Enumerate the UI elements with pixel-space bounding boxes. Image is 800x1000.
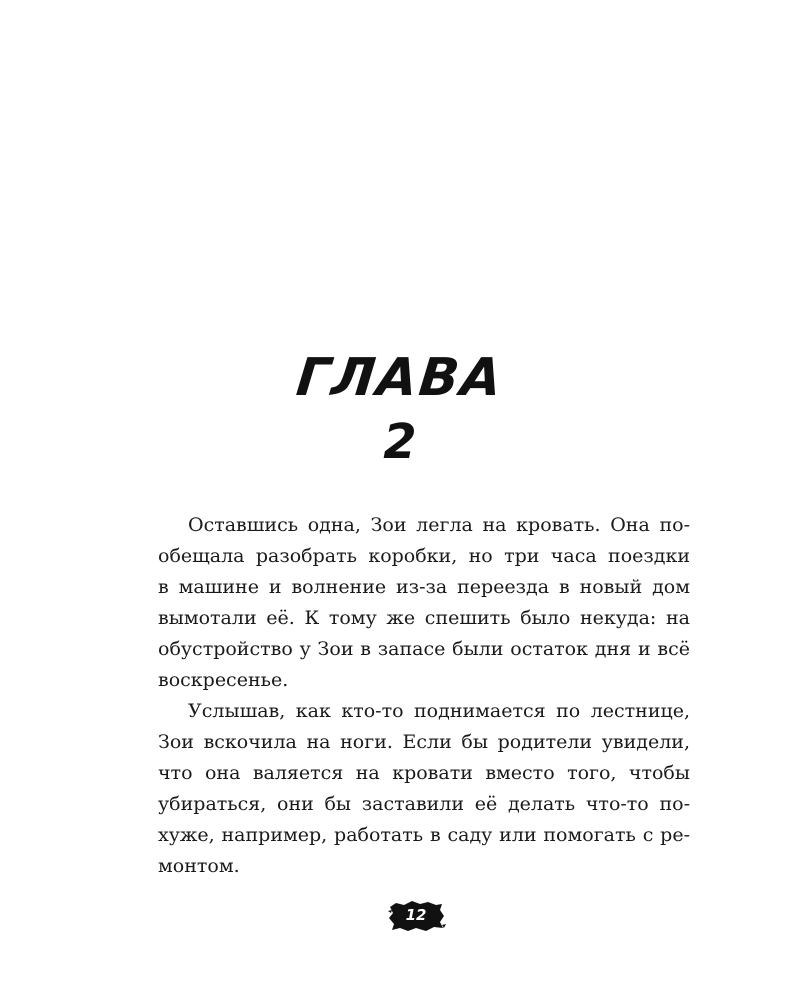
paragraph-1-line-1: Оставшись одна, Зои легла на кровать. Она по-: [188, 514, 690, 536]
paragraph-1-line-2: обещала разобрать коробки, но три часа поездки: [158, 545, 690, 567]
paragraph-2-line-4: убираться, они бы заставили её делать что-то по-: [158, 793, 690, 815]
paragraph-1-line-4: вымотали её. К тому же спешить было некуда: на: [158, 607, 690, 629]
page-number-badge: [386, 898, 446, 934]
paragraph-1-line-6: воскресенье.: [158, 669, 289, 691]
paragraph-2-line-1: Услышав, как кто-то поднимается по лестнице,: [188, 700, 690, 722]
paragraph-2-line-5: хуже, например, работать в саду или помогать с ре-: [158, 824, 690, 846]
paragraph-2-line-2: Зои вскочила на ноги. Если бы родители увидели,: [158, 731, 690, 753]
chapter-heading: ГЛАВА: [293, 348, 507, 408]
chapter-body: [158, 510, 690, 882]
chapter-number: 2: [383, 414, 417, 470]
page-number: 12: [405, 906, 427, 924]
paragraph-2-line-3: что она валяется на кровати вместо того, чтобы: [158, 762, 690, 784]
paragraph-1-line-3: в машине и волнение из-за переезда в новый дом: [158, 576, 690, 598]
paragraph-1-line-5: обустройство у Зои в запасе были остаток дня и всё: [158, 638, 690, 660]
paragraph-2-line-6: монтом.: [158, 855, 240, 877]
